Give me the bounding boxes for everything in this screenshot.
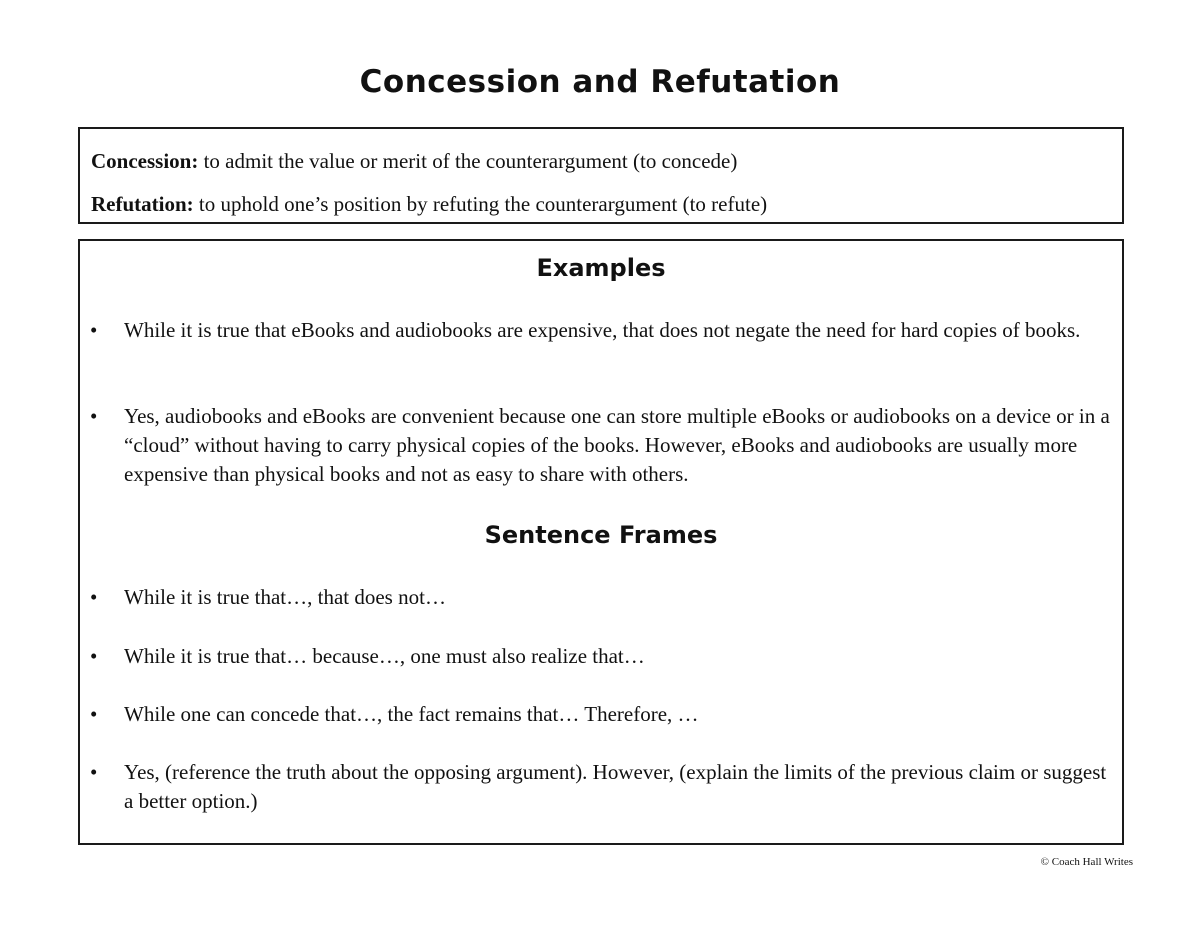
bullet-icon: • xyxy=(90,404,98,428)
bullet-icon: • xyxy=(90,318,98,342)
example-text: Yes, audiobooks and eBooks are convenient because one can store multiple eBooks or audiobooks on a device or in a “cloud” without having to carry physical copies of the books. However, eBooks and audiobooks are usually more expensive than physical books and not as easy to share with others. xyxy=(124,404,1110,486)
bullet-icon: • xyxy=(90,760,98,784)
sentence-frame-text: Yes, (reference the truth about the opposing argument). However, (explain the limits of the previous claim or suggest a better option.) xyxy=(124,760,1107,813)
page-title: Concession and Refutation xyxy=(359,64,841,100)
concession-definition xyxy=(91,147,737,175)
example-text: While it is true that eBooks and audiobooks are expensive, that does not negate the need for hard copies of books. xyxy=(124,318,1081,342)
sentence-frames-heading: Sentence Frames xyxy=(484,521,718,549)
examples-heading: Examples xyxy=(536,254,666,282)
copyright-notice: © Coach Hall Writes xyxy=(1040,856,1133,868)
bullet-icon: • xyxy=(90,702,98,726)
refutation-text: to uphold one’s position by refuting the counterargument (to refute) xyxy=(198,192,768,216)
definitions-box xyxy=(78,127,1124,224)
bullet-icon: • xyxy=(90,585,98,609)
concession-text: to admit the value or merit of the counterargument (to concede) xyxy=(203,149,738,173)
concession-term: Concession: xyxy=(91,149,199,173)
refutation-definition xyxy=(91,190,767,218)
refutation-term: Refutation: xyxy=(91,192,194,216)
content-box xyxy=(78,239,1124,845)
sentence-frame-text: While it is true that…, that does not… xyxy=(124,585,446,609)
sentence-frame-text: While it is true that… because…, one must also realize that… xyxy=(124,644,645,668)
bullet-icon: • xyxy=(90,644,98,668)
sentence-frame-text: While one can concede that…, the fact remains that… Therefore, … xyxy=(124,702,699,726)
